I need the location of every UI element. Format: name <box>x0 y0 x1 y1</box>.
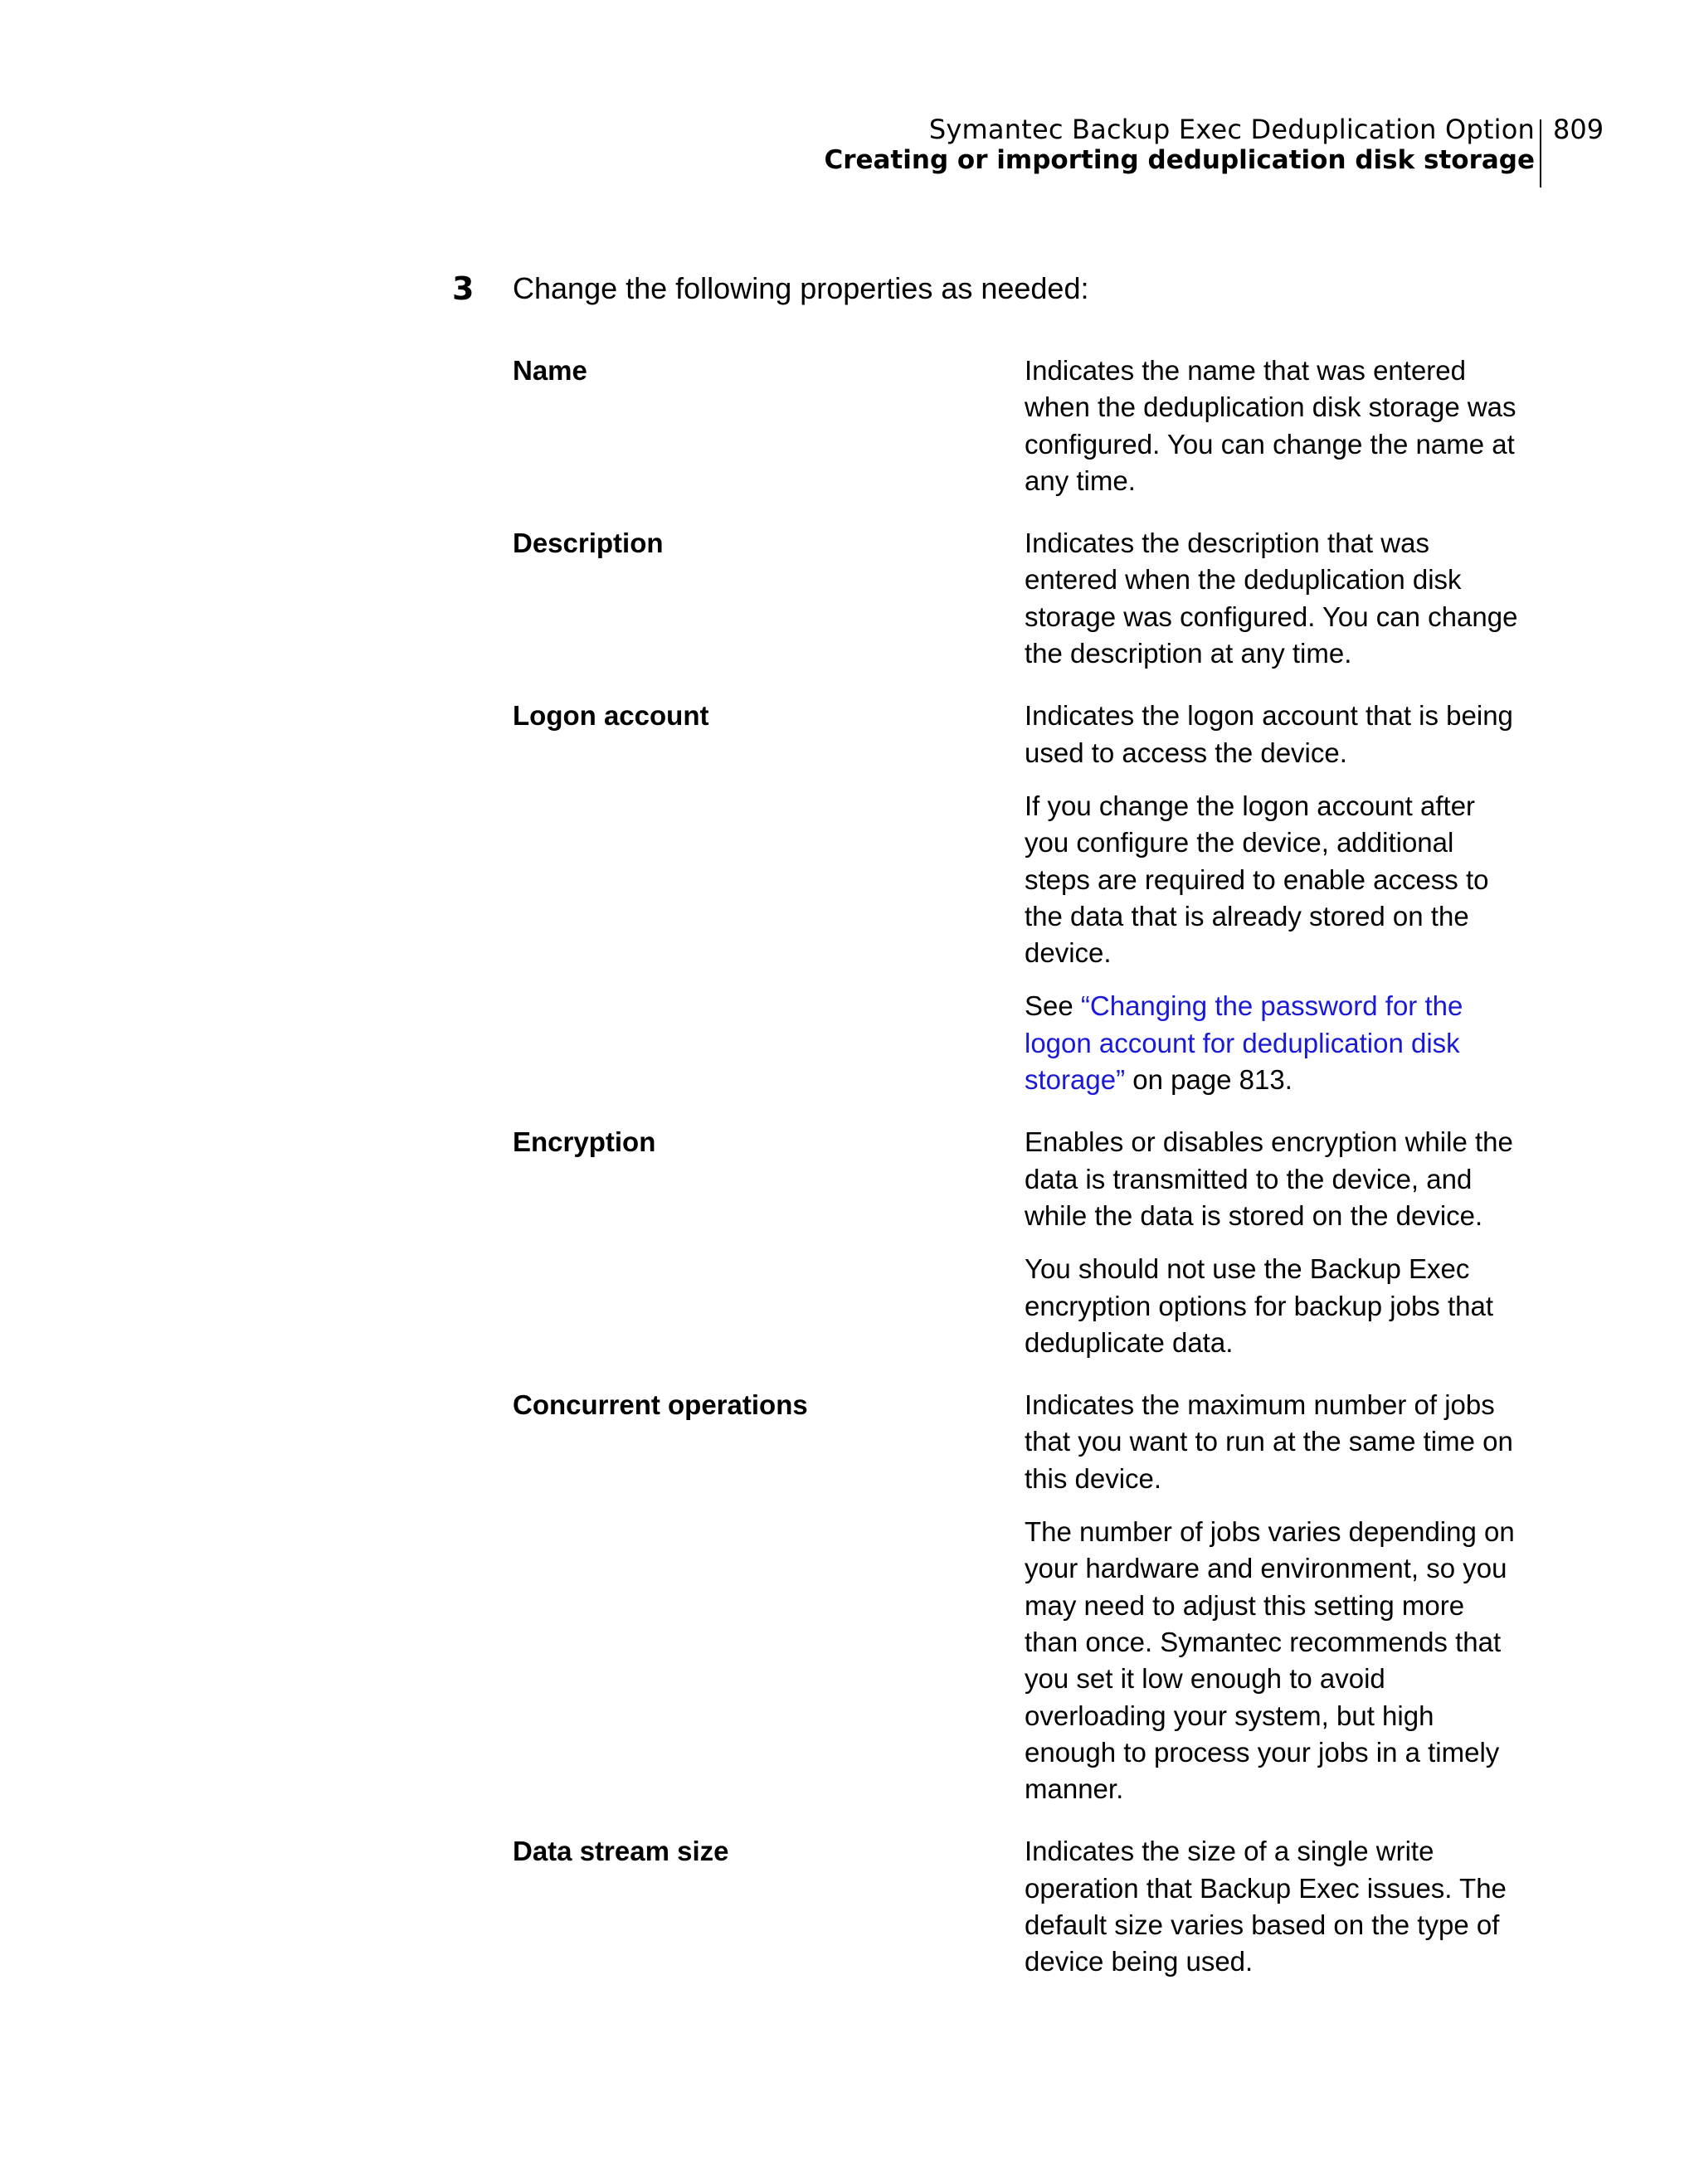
see-also-paragraph <box>1025 988 1522 1098</box>
property-definition <box>1025 1833 1522 1980</box>
definition-paragraph: Indicates the logon account that is being used to access the device. <box>1025 700 1513 768</box>
property-row-concurrent-operations <box>513 1387 1533 1807</box>
definition-paragraph: If you change the logon account after you configure the device, additional steps are required to enable access to the data that is already stored on the device. <box>1025 790 1489 969</box>
cross-reference-link[interactable]: “Changing the password for the logon account for deduplication disk storage” <box>1025 990 1463 1096</box>
step-number: 3 <box>452 270 475 307</box>
definition-paragraph: The number of jobs varies depending on your hardware and environment, so you may need to adjust this setting more than once. Symantec recommends that you set it low enough to avoid overloading your system, but high enough to process your jobs in a timely manner. <box>1025 1516 1515 1805</box>
property-definition <box>1025 353 1522 499</box>
property-definition <box>1025 1387 1522 1807</box>
property-row-encryption <box>513 1124 1533 1361</box>
chapter-title: Symantec Backup Exec Deduplication Option <box>928 114 1535 145</box>
property-row-logon-account <box>513 698 1533 1098</box>
page-number: 809 <box>1553 114 1604 145</box>
definition-paragraph: You should not use the Backup Exec encryption options for backup jobs that deduplicate data. <box>1025 1253 1494 1358</box>
property-row-name <box>513 353 1533 499</box>
definition-paragraph: Enables or disables encryption while the data is transmitted to the device, and while the data is stored on the device. <box>1025 1126 1513 1231</box>
property-term: Encryption <box>513 1126 656 1158</box>
header-divider <box>1540 119 1541 187</box>
property-term: Logon account <box>513 700 709 732</box>
property-definition <box>1025 525 1522 672</box>
definition-paragraph: Indicates the maximum number of jobs that you want to run at the same time on this device. <box>1025 1389 1513 1494</box>
definition-paragraph: Indicates the description that was entered when the deduplication disk storage was configured. You can change the description at any time. <box>1025 528 1518 669</box>
property-term: Name <box>513 355 587 386</box>
step-instruction: Change the following properties as needed: <box>513 271 1089 305</box>
property-term: Data stream size <box>513 1836 729 1867</box>
section-title: Creating or importing deduplication disk storage <box>824 145 1535 175</box>
see-also-suffix: on page 813. <box>1125 1064 1293 1096</box>
property-term: Concurrent operations <box>513 1389 808 1421</box>
property-definition <box>1025 698 1522 1098</box>
header-text-block <box>824 114 1535 176</box>
see-also-prefix: See <box>1025 990 1081 1022</box>
definition-paragraph: Indicates the name that was entered when the deduplication disk storage was configured. You can change the name at any time. <box>1025 355 1516 496</box>
properties-table <box>513 353 1533 2006</box>
page-header <box>0 114 1699 189</box>
property-row-data-stream-size <box>513 1833 1533 1980</box>
property-term: Description <box>513 528 664 559</box>
definition-paragraph: Indicates the size of a single write operation that Backup Exec issues. The default size varies based on the type of device being used. <box>1025 1836 1507 1977</box>
property-row-description <box>513 525 1533 672</box>
property-definition <box>1025 1124 1522 1361</box>
